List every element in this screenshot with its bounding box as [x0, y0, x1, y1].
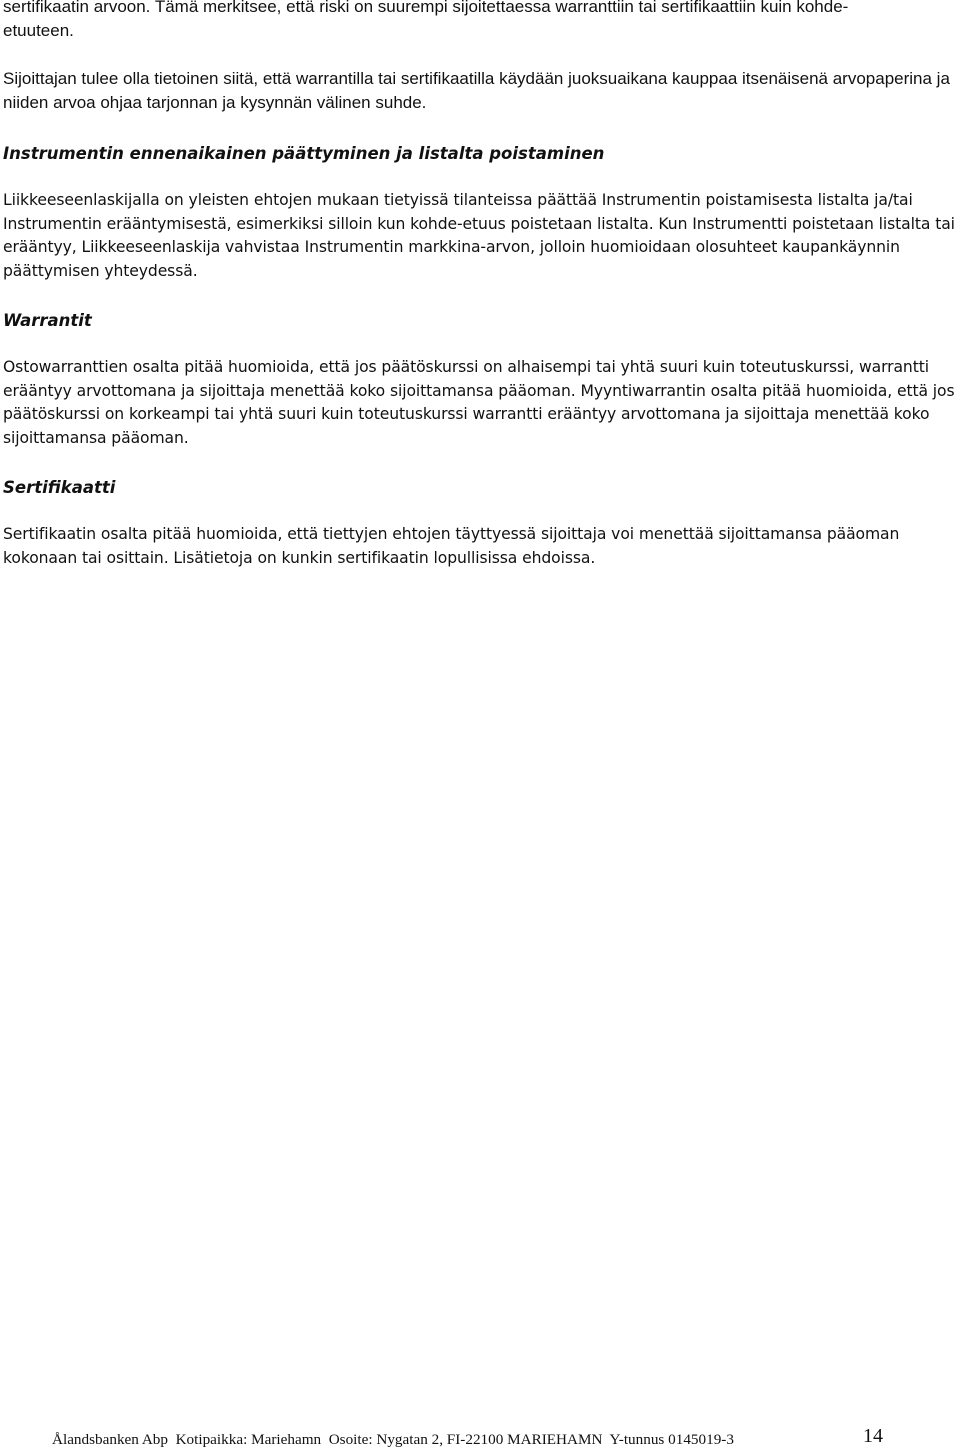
paragraph-sijoittajan: Sijoittajan tulee olla tietoinen siitä, että warrantilla tai sertifikaatilla käydään juoksuaikana kauppaa itsenäisenä arvopaperina ja niiden arvoa ohjaa tarjonnan ja kysynnän välinen suhde.: [3, 69, 950, 112]
heading-sertifikaatti: Sertifikaatti: [3, 478, 116, 497]
heading-warrantit: Warrantit: [3, 311, 92, 330]
paragraph-intro: sertifikaatin arvoon. Tämä merkitsee, että riski on suurempi sijoitettaessa warranttiin tai sertifikaattiin kuin kohde- etuuteen.: [3, 0, 849, 40]
page-footer: [52, 1425, 892, 1452]
paragraph-sertifikaatti: Sertifikaatin osalta pitää huomioida, että tiettyjen ehtojen täyttyessä sijoittaja voi menettää sijoittamansa pääoman kokonaan tai osittain. Lisätietoja on kunkin sertifikaatin lopullisissa ehdoissa.: [3, 525, 900, 567]
page-number: 14: [863, 1425, 883, 1447]
heading-instrumentin: Instrumentin ennenaikainen päättyminen ja listalta poistaminen: [3, 144, 605, 163]
paragraph-warrantit: Ostowarranttien osalta pitää huomioida, että jos päätöskurssi on alhaisempi tai yhtä suuri kuin toteutuskurssi, warrantti erääntyy arvottomana ja sijoittaja menettää koko sijoittamansa pääoman. Myyntiwarrantin osalta pitää huomioida, että jos päätöskurssi on korkeampi tai yhtä suuri kuin toteutuskurssi warrantti erääntyy arvottomana ja sijoittaja menettää koko sijoittamansa pääoman.: [3, 358, 955, 447]
paragraph-liikkeeseenlaskija: Liikkeeseenlaskijalla on yleisten ehtojen mukaan tietyissä tilanteissa päättää Instrumentin poistamisesta listalta ja/tai Instrumentin erääntymisestä, esimerkiksi silloin kun kohde-etuus poistetaan listalta. Kun Instrumentti poistetaan listalta tai erääntyy, Liikkeeseenlaskija vahvistaa Instrumentin markkina-arvon, jolloin huomioidaan olosuhteet kaupankäynnin päättymisen yhteydessä.: [3, 191, 955, 280]
footer-text: Ålandsbanken Abp Kotipaikka: Mariehamn Osoite: Nygatan 2, FI-22100 MARIEHAMN Y-tunnus 0145019-3: [52, 1431, 734, 1448]
